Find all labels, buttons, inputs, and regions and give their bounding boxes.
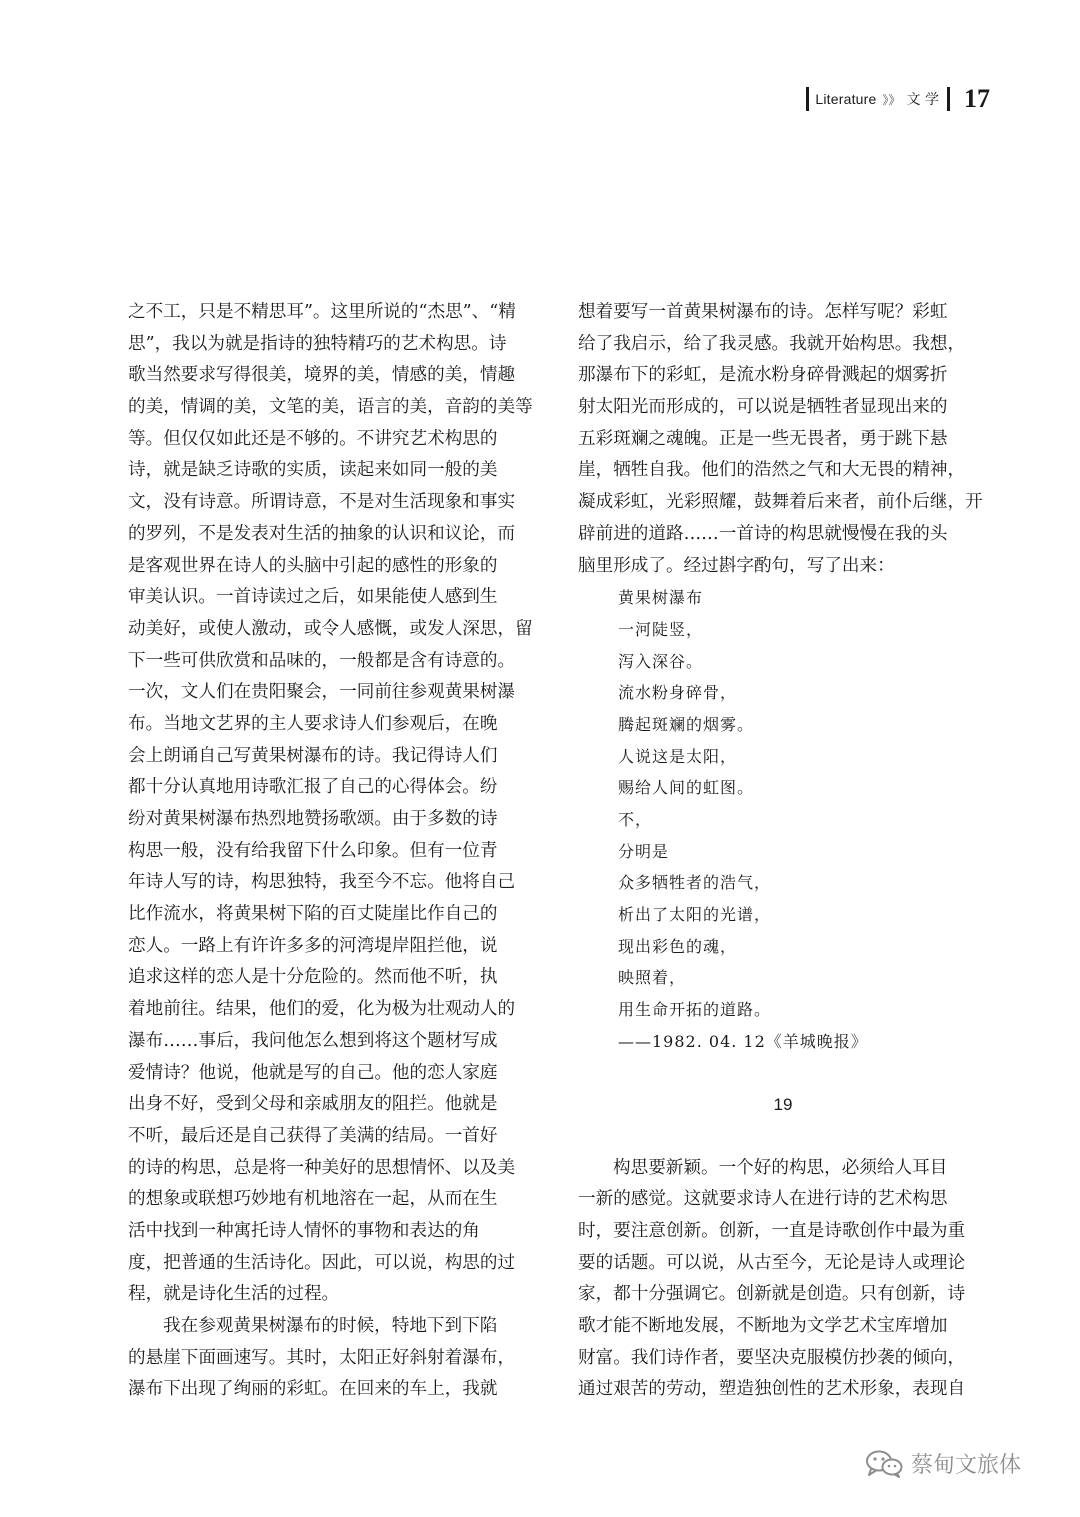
text-line: 等。但仅仅如此还是不够的。不讲究艺术构思的 — [128, 428, 498, 449]
text-line: 布。当地文艺界的主人要求诗人们参观后，在晚 — [128, 713, 498, 734]
text-line: 之不工，只是不精思耳”。这里所说的“杰思”、“精 — [128, 302, 516, 322]
text-line: 构思一般，没有给我留下什么印象。但有一位青 — [128, 840, 498, 861]
text-line: 思”，我以为就是指诗的独特精巧的艺术构思。诗 — [128, 333, 507, 354]
header-divider-left — [806, 87, 809, 111]
text-line: 瀑布……事后，我问他怎么想到将这个题材写成 — [128, 1030, 498, 1051]
text-line: 出身不好，受到父母和亲戚朋友的阻拦。他就是 — [128, 1094, 498, 1115]
text-line: 度，把普通的生活诗化。因此，可以说，构思的过 — [128, 1252, 516, 1273]
text-line: 程，就是诗化生活的过程。 — [128, 1284, 340, 1305]
text-line: 审美认识。一首诗读过之后，如果能使人感到生 — [128, 587, 498, 608]
text-line: 想着要写一首黄果树瀑布的诗。怎样写呢？彩虹 — [578, 302, 948, 322]
page-header — [806, 84, 990, 114]
text-line: 通过艰苦的劳动，塑造独创性的艺术形象，表现自 — [578, 1379, 966, 1400]
text-line: 时，要注意创新。创新，一直是诗歌创作中最为重 — [578, 1220, 966, 1241]
text-line: 下一些可供欣赏和品味的，一般都是含有诗意的。 — [128, 650, 516, 671]
text-line: 家，都十分强调它。创新就是创造。只有创新，诗 — [578, 1284, 966, 1305]
text-line: 歌当然要求写得很美，境界的美，情感的美，情趣 — [128, 365, 516, 386]
text-line: 射太阳光而形成的，可以说是牺牲者显现出来的 — [578, 397, 948, 418]
poem-line: 人说这是太阳， — [618, 746, 738, 766]
text-line: 一新的感觉。这就要求诗人在进行诗的艺术构思 — [578, 1189, 948, 1210]
text-line: 会上朗诵自己写黄果树瀑布的诗。我记得诗人们 — [128, 745, 498, 766]
text-line: 瀑布下出现了绚丽的彩虹。在回来的车上，我就 — [128, 1379, 498, 1400]
poem-line: ——1982. 04. 12《羊城晚报》 — [618, 1031, 868, 1051]
text-line: 给了我启示，给了我灵感。我就开始构思。我想， — [578, 333, 966, 354]
poem-line: 现出彩色的魂， — [618, 936, 738, 956]
text-line: 的罗列，不是发表对生活的抽象的认识和议论，而 — [128, 523, 516, 544]
text-line: 歌才能不断地发展，不断地为文学艺术宝库增加 — [578, 1316, 948, 1336]
text-line: 是客观世界在诗人的头脑中引起的感性的形象的 — [128, 555, 498, 576]
text-line: 比作流水，将黄果树下陷的百丈陡崖比作自己的 — [128, 904, 498, 925]
text-line: 动美好，或使人激动，或令人感慨，或发人深思，留 — [128, 618, 533, 639]
header-divider-right — [947, 87, 950, 111]
text-line: 脑里形成了。经过斟字酌句，写了出来： — [578, 555, 895, 576]
poem-line: 分明是 — [618, 841, 670, 861]
text-line: 不听，最后还是自己获得了美满的结局。一首好 — [128, 1125, 498, 1146]
prose-block — [578, 297, 988, 582]
poem-line: 析出了太阳的光谱， — [618, 905, 772, 925]
text-line: 我在参观黄果树瀑布的时候，特地下到下陷 — [163, 1316, 498, 1336]
text-line: 恋人。一路上有许许多多的河湾堤岸阻拦他，说 — [128, 935, 498, 956]
text-line: 财富。我们诗作者，要坚决克服模仿抄袭的倾向， — [578, 1347, 966, 1368]
text-line: 辟前进的道路……一首诗的构思就慢慢在我的头 — [578, 523, 948, 544]
poem-line: 用生命开拓的道路。 — [618, 1000, 772, 1020]
section-number: 19 — [773, 1095, 793, 1115]
poem-line: 一河陡竖， — [618, 619, 704, 639]
spacer — [578, 1058, 988, 1090]
poem-line: 不， — [618, 810, 653, 829]
poem-line: 众多牺牲者的浩气， — [618, 873, 772, 893]
text-line: 构思要新颖。一个好的构思，必须给人耳目 — [613, 1157, 948, 1178]
text-line: 都十分认真地用诗歌汇报了自己的心得体会。纷 — [128, 777, 498, 798]
text-line: 年诗人写的诗，构思独特，我至今不忘。他将自己 — [128, 872, 516, 893]
poem-title: 黄果树瀑布 — [618, 588, 704, 608]
text-line: 一次，文人们在贵阳聚会，一同前往参观黄果树瀑 — [128, 682, 516, 703]
poem-line: 腾起斑斓的烟雾。 — [618, 714, 755, 734]
text-line: 的想象或联想巧妙地有机地溶在一起，从而在生 — [128, 1189, 498, 1210]
section-body — [578, 1153, 988, 1407]
watermark-text: 蔡甸文旅体 — [911, 1453, 1022, 1478]
text-line: 五彩斑斓之魂魄。正是一些无畏者，勇于跳下悬 — [578, 428, 948, 449]
left-column — [128, 297, 538, 1406]
section-label-en: Literature — [815, 91, 877, 107]
chevron-icon: 》》 — [882, 92, 901, 107]
text-line: 爱情诗？他说，他就是写的自己。他的恋人家庭 — [128, 1062, 498, 1083]
spacer — [578, 1121, 988, 1153]
text-line: 的诗的构思，总是将一种美好的思想情怀、以及美 — [128, 1157, 516, 1178]
wechat-icon — [865, 1450, 903, 1478]
poem-line: 流水粉身碎骨， — [618, 683, 738, 703]
text-line: 的美，情调的美，文笔的美，语言的美，音韵的美等 — [128, 397, 533, 418]
text-line: 诗，就是缺乏诗歌的实质，读起来如同一般的美 — [128, 460, 498, 481]
text-line: 崖，牺牲自我。他们的浩然之气和大无畏的精神， — [578, 460, 966, 481]
text-line: 活中找到一种寓托诗人情怀的事物和表达的角 — [128, 1220, 480, 1241]
text-line: 要的话题。可以说，从古至今，无论是诗人或理论 — [578, 1252, 966, 1273]
text-line: 那瀑布下的彩虹，是流水粉身碎骨溅起的烟雾折 — [578, 365, 948, 386]
poem-line: 映照着， — [618, 968, 687, 988]
text-line: 文，没有诗意。所谓诗意，不是对生活现象和事实 — [128, 492, 516, 513]
right-column — [578, 297, 988, 1406]
text-line: 追求这样的恋人是十分危险的。然而他不听，执 — [128, 967, 498, 988]
watermark — [865, 1448, 1021, 1479]
text-line: 纷对黄果树瀑布热烈地赞扬歌颂。由于多数的诗 — [128, 809, 498, 829]
text-line: 凝成彩虹，光彩照耀，鼓舞着后来者，前仆后继，开 — [578, 492, 983, 513]
poem-line: 泻入深谷。 — [618, 651, 704, 671]
text-line: 着地前往。结果，他们的爱，化为极为壮观动人的 — [128, 999, 516, 1020]
poem-line: 赐给人间的虹图。 — [618, 778, 755, 798]
page-number: 17 — [964, 84, 990, 113]
section-label-zh: 文 学 — [906, 92, 939, 108]
poem-block — [578, 582, 988, 1057]
text-line: 的悬崖下面画速写。其时，太阳正好斜射着瀑布， — [128, 1347, 516, 1368]
